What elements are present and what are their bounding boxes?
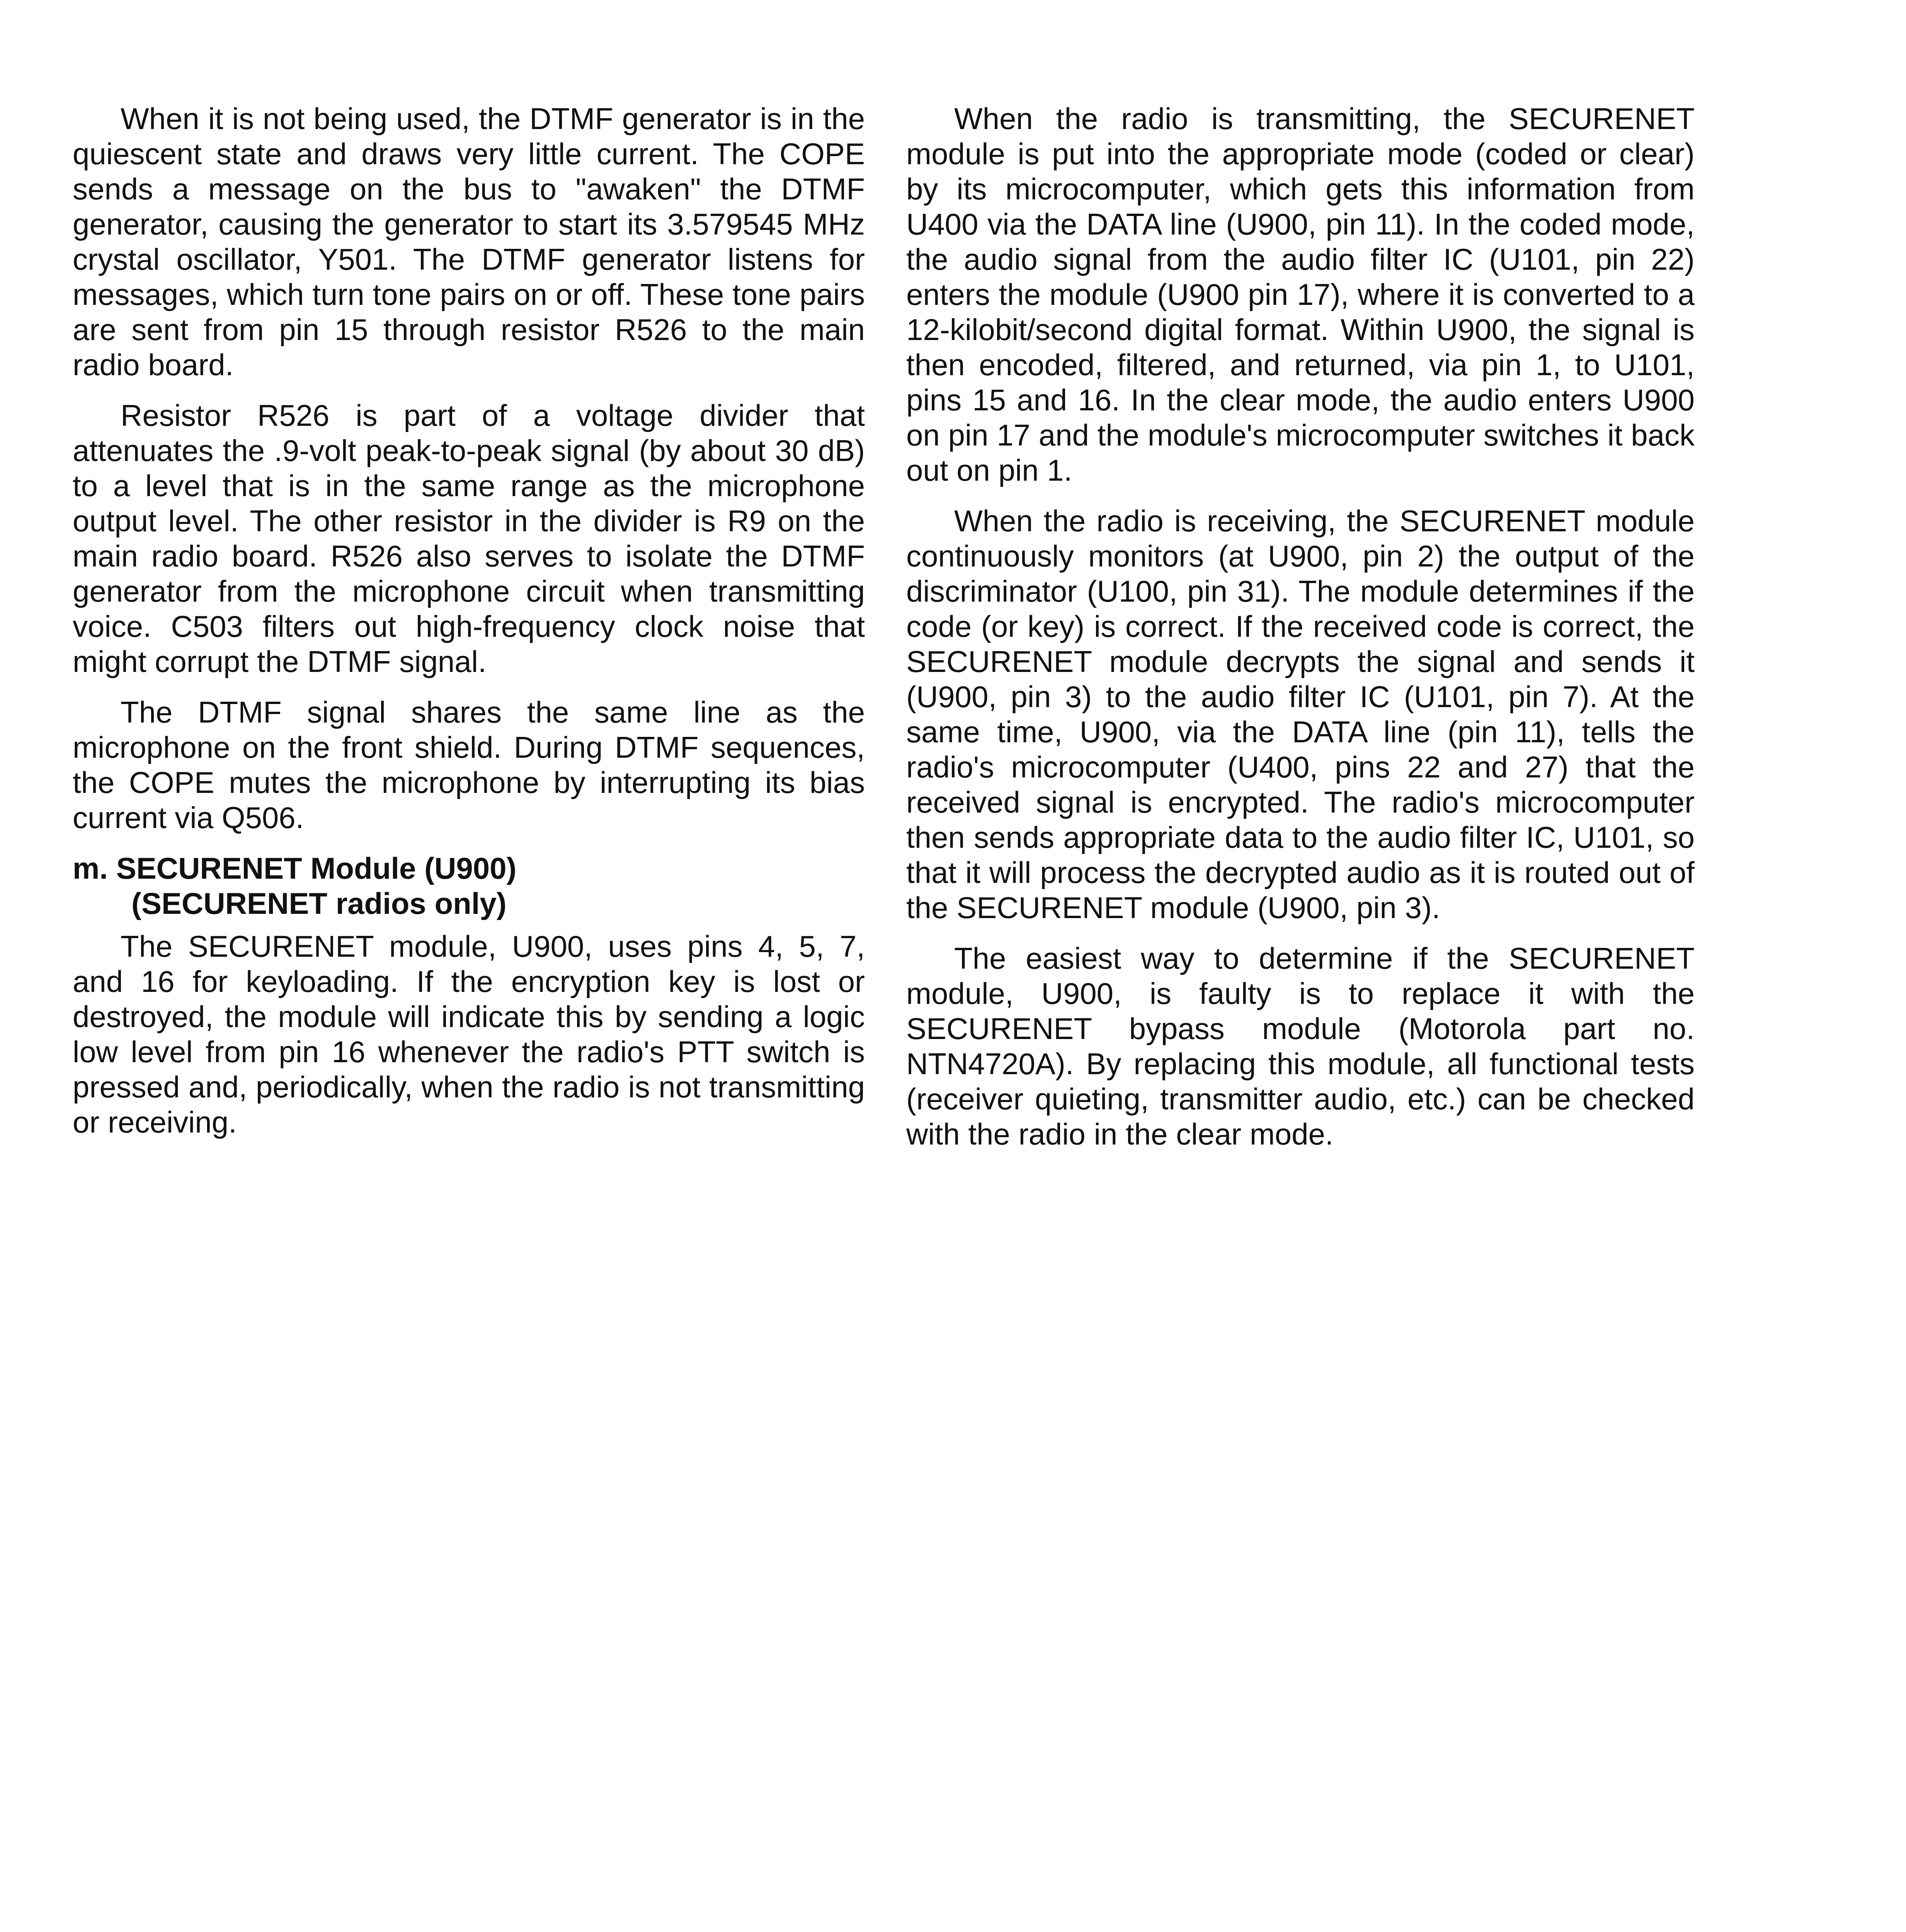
right-column <box>906 101 1695 1167</box>
bypass-module-paragraph: The easiest way to determine if the SECURENET module, U900, is faulty is to replace it with the SECURENET bypass module (Motorola part no. NTN4720A). By replacing this module, all functional tests (receiver quieting, transmitter audio, etc.) can be checked with the radio in the clear mode. <box>906 941 1695 1151</box>
dtmf-signal-paragraph: The DTMF signal shares the same line as the microphone on the front shield. During DTMF sequences, the COPE mutes the microphone by interrupting its bias current via Q506. <box>73 695 865 835</box>
heading-line-1: m. SECURENET Module (U900) <box>73 851 517 885</box>
heading-line-2: (SECURENET radios only) <box>131 886 507 920</box>
receiving-paragraph: When the radio is receiving, the SECURENET module continuously monitors (at U900, pin 2) the output of the discriminator (U100, pin 31). The module determines if the code (or key) is correct. If the received code is correct, the SECURENET module decrypts the signal and sends it (U900, pin 3) to the audio filter IC (U101, pin 7). At the same time, U900, via the DATA line (pin 11), tells the radio's microcomputer (U400, pins 22 and 27) that the received signal is encrypted. The radio's microcomputer then sends appropriate data to the audio filter IC, U101, so that it will process the decrypted audio as it is routed out of the SECURENET module (U900, pin 3). <box>906 504 1695 925</box>
dtmf-generator-paragraph: When it is not being used, the DTMF generator is in the quiescent state and draws very little current. The COPE sends a message on the bus to "awaken" the DTMF generator, causing the generator to start its 3.579545 MHz crystal oscillator, Y501. The DTMF generator listens for messages, which turn tone pairs on or off. These tone pairs are sent from pin 15 through resistor R526 to the main radio board. <box>73 102 865 382</box>
securenet-module-heading <box>73 851 865 921</box>
left-column <box>73 101 865 1155</box>
resistor-r526-paragraph: Resistor R526 is part of a voltage divider that attenuates the .9-volt peak-to-peak signal (by about 30 dB) to a level that is in the same range as the microphone output level. The other resistor in the divider is R9 on the main radio board. R526 also serves to isolate the DTMF generator from the microphone circuit when transmitting voice. C503 filters out high-frequency clock noise that might corrupt the DTMF signal. <box>73 398 865 679</box>
securenet-keyloading-paragraph: The SECURENET module, U900, uses pins 4, 5, 7, and 16 for keyloading. If the encryption key is lost or destroyed, the module will indicate this by sending a logic low level from pin 16 whenever the radio's PTT switch is pressed and, periodically, when the radio is not transmitting or receiving. <box>73 929 865 1139</box>
transmitting-paragraph: When the radio is transmitting, the SECURENET module is put into the appropriate mode (coded or clear) by its microcomputer, which gets this information from U400 via the DATA line (U900, pin 11). In the coded mode, the audio signal from the audio filter IC (U101, pin 22) enters the module (U900 pin 17), where it is converted to a 12-kilobit/second digital format. Within U900, the signal is then encoded, filtered, and returned, via pin 1, to U101, pins 15 and 16. In the clear mode, the audio enters U900 on pin 17 and the module's microcomputer switches it back out on pin 1. <box>906 102 1695 487</box>
